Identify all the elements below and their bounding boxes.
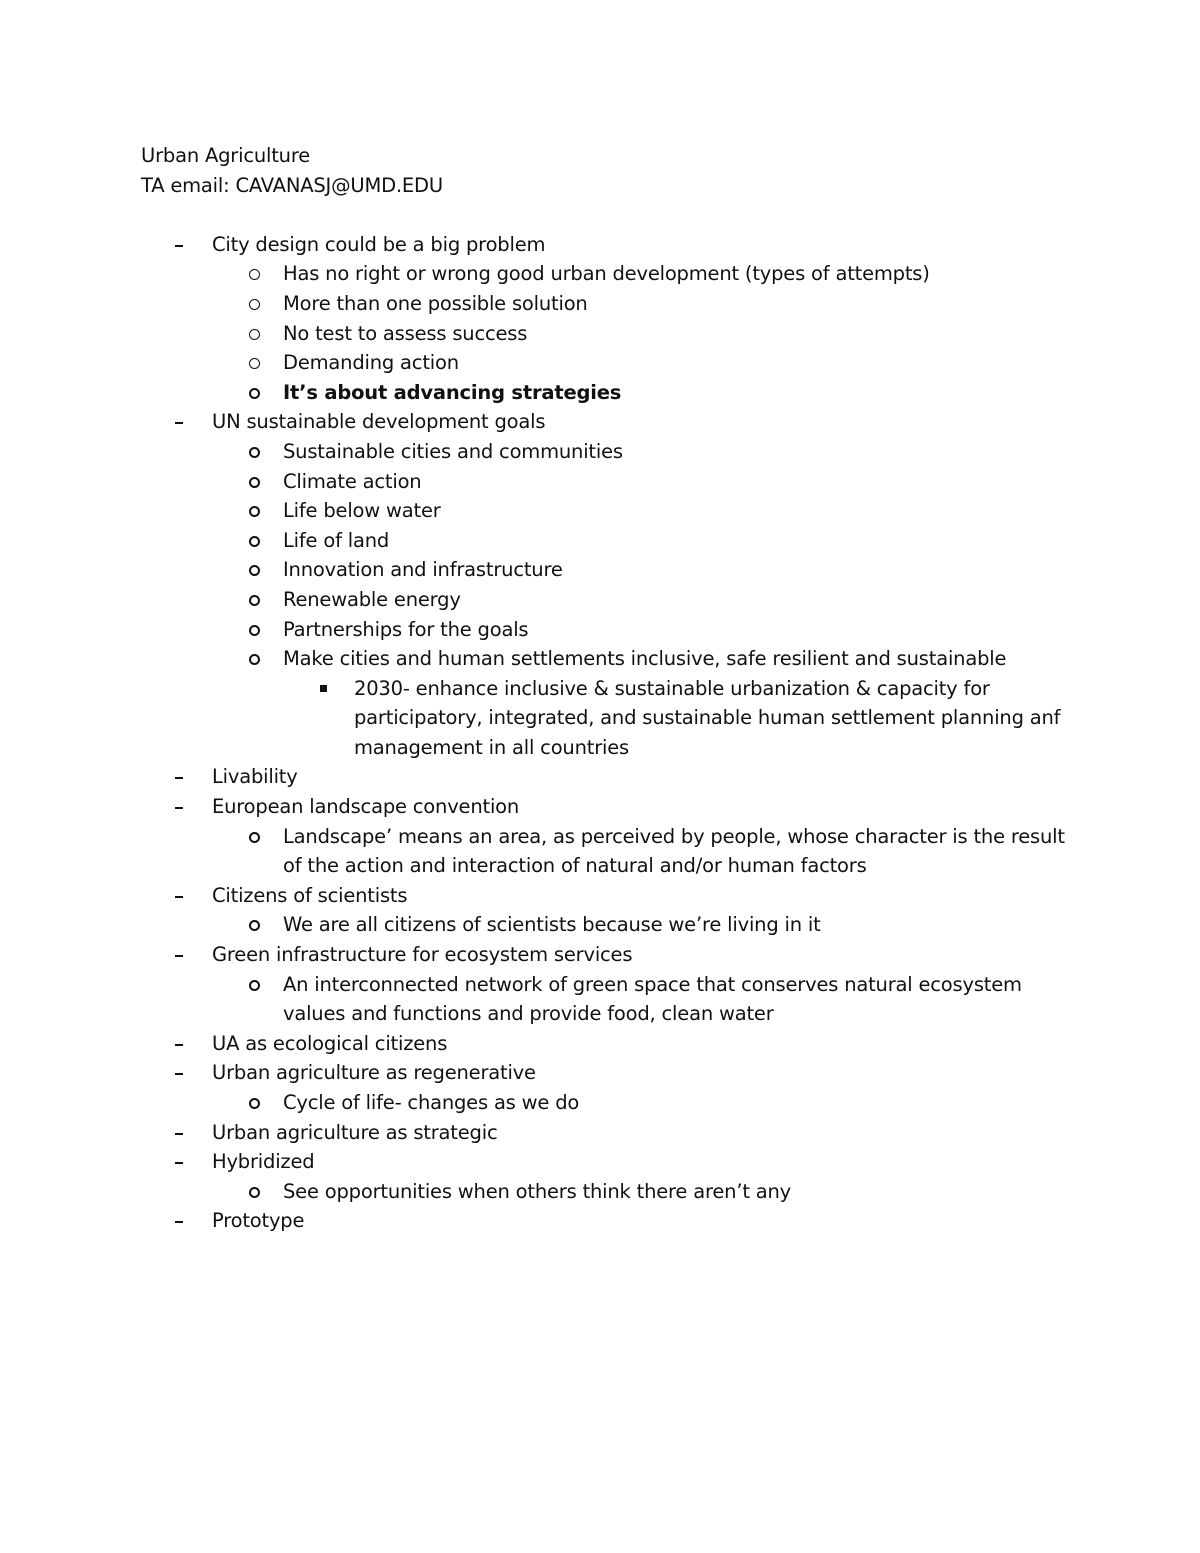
document-title: Urban Agriculture [141, 144, 311, 167]
sub-list [212, 910, 1071, 940]
bold-circle-bullet-icon [249, 536, 260, 547]
sub-list-item [212, 822, 1071, 881]
list-item-text: City design could be a big problem [212, 232, 546, 256]
bold-circle-bullet-icon [249, 1098, 260, 1109]
sub-list-item [212, 289, 1071, 319]
list-item [141, 940, 1071, 1029]
sub-list-item-text: An interconnected network of green space that conserves natural ecosystem values and functions and provide food, clean water [283, 972, 1022, 1026]
list-item-text: Prototype [212, 1209, 305, 1233]
list-item-text: UA as ecological citizens [212, 1031, 448, 1055]
bold-circle-bullet-icon [249, 920, 260, 931]
bold-circle-bullet-icon [249, 625, 260, 636]
list-item [141, 230, 1071, 408]
bold-circle-bullet-icon [249, 1187, 260, 1198]
dash-bullet-icon [175, 245, 183, 247]
hollow-circle-bullet-icon [249, 358, 260, 369]
sub-list-item [212, 496, 1071, 526]
bold-circle-bullet-icon [249, 565, 260, 576]
list-item [141, 881, 1071, 940]
list-item-text: Hybridized [212, 1150, 315, 1174]
sub-sub-list [283, 674, 1071, 763]
list-item-text: European landscape convention [212, 795, 520, 819]
sub-list-item-text: Sustainable cities and communities [283, 439, 623, 463]
sub-list-item [212, 644, 1071, 762]
list-item [141, 762, 1071, 792]
sub-sub-list-item [283, 674, 1071, 763]
sub-list-item [212, 437, 1071, 467]
list-item-text: Urban agriculture as regenerative [212, 1061, 536, 1085]
dash-bullet-icon [175, 1133, 183, 1135]
list-item [141, 1058, 1071, 1117]
dash-bullet-icon [175, 1044, 183, 1046]
sub-list-item-text: Make cities and human settlements inclusive, safe resilient and sustainable [283, 647, 1007, 671]
sub-list-item-text: Climate action [283, 469, 422, 493]
dash-bullet-icon [175, 807, 183, 809]
dash-bullet-icon [175, 422, 183, 424]
dash-bullet-icon [175, 1221, 183, 1223]
bold-circle-bullet-icon [249, 506, 260, 517]
sub-list [212, 259, 1071, 407]
dash-bullet-icon [175, 777, 183, 779]
bold-circle-bullet-icon [249, 388, 260, 399]
hollow-circle-bullet-icon [249, 269, 260, 280]
sub-list-item-text: Life of land [283, 528, 390, 552]
sub-list-item [212, 378, 1071, 408]
square-bullet-icon [320, 685, 327, 692]
sub-list [212, 437, 1071, 763]
sub-list-item [212, 467, 1071, 497]
list-item-text: Citizens of scientists [212, 883, 408, 907]
dash-bullet-icon [175, 896, 183, 898]
bold-circle-bullet-icon [249, 595, 260, 606]
sub-list-item-text: No test to assess success [283, 321, 528, 345]
sub-list [212, 1177, 1071, 1207]
sub-list-item-text: Demanding action [283, 351, 459, 375]
bold-circle-bullet-icon [249, 477, 260, 488]
list-item-text: UN sustainable development goals [212, 410, 546, 434]
list-item [141, 792, 1071, 881]
sub-list-item [212, 555, 1071, 585]
sub-list-item [212, 585, 1071, 615]
sub-list-item [212, 970, 1071, 1029]
list-item-text: Green infrastructure for ecosystem services [212, 943, 633, 967]
ta-email-line: TA email: CAVANASJ@UMD.EDU [141, 173, 443, 197]
sub-list-item [212, 259, 1071, 289]
list-item [141, 1118, 1071, 1148]
sub-list-item [212, 615, 1071, 645]
sub-list [212, 822, 1071, 881]
list-item [141, 1147, 1071, 1206]
bold-circle-bullet-icon [249, 980, 260, 991]
sub-list-item-text: Life below water [283, 499, 441, 523]
sub-list-item-text: We are all citizens of scientists because we’re living in it [283, 913, 821, 937]
bold-circle-bullet-icon [249, 654, 260, 665]
hollow-circle-bullet-icon [249, 299, 260, 310]
sub-list-item [212, 348, 1071, 378]
sub-list-item-text: Landscape’ means an area, as perceived by people, whose character is the result of the action and interaction of natural and/or human factors [283, 824, 1065, 878]
sub-sub-list-item-text: 2030- enhance inclusive & sustainable urbanization & capacity for participatory, integrated, and sustainable human settlement planning anf management in all countries [354, 676, 1061, 759]
document-body [141, 141, 1071, 1236]
sub-list-item [212, 910, 1071, 940]
sub-list-item [212, 526, 1071, 556]
dash-bullet-icon [175, 1162, 183, 1164]
sub-list [212, 970, 1071, 1029]
sub-list-item-text: Partnerships for the goals [283, 617, 529, 641]
sub-list-item [212, 1088, 1071, 1118]
sub-list-item-text: More than one possible solution [283, 291, 588, 315]
list-item [141, 1029, 1071, 1059]
blank-line [141, 200, 1071, 230]
list-item-text: Urban agriculture as strategic [212, 1120, 498, 1144]
list-item [141, 407, 1071, 762]
sub-list-item-text-bold: It’s about advancing strategies [283, 380, 622, 404]
sub-list-item-text: Cycle of life- changes as we do [283, 1091, 580, 1114]
sub-list [212, 1088, 1071, 1118]
outline-list [141, 230, 1071, 1236]
dash-bullet-icon [175, 955, 183, 957]
list-item [141, 1206, 1071, 1236]
dash-bullet-icon [175, 1073, 183, 1075]
bold-circle-bullet-icon [249, 447, 260, 458]
sub-list-item-text: See opportunities when others think there aren’t any [283, 1179, 792, 1203]
hollow-circle-bullet-icon [249, 329, 260, 340]
sub-list-item-text: Has no right or wrong good urban development (types of attempts) [283, 262, 930, 286]
sub-list-item [212, 319, 1071, 349]
sub-list-item [212, 1177, 1071, 1207]
sub-list-item-text: Innovation and infrastructure [283, 558, 563, 582]
sub-list-item-text: Renewable energy [283, 587, 461, 611]
list-item-text: Livability [212, 765, 298, 789]
bold-circle-bullet-icon [249, 832, 260, 843]
